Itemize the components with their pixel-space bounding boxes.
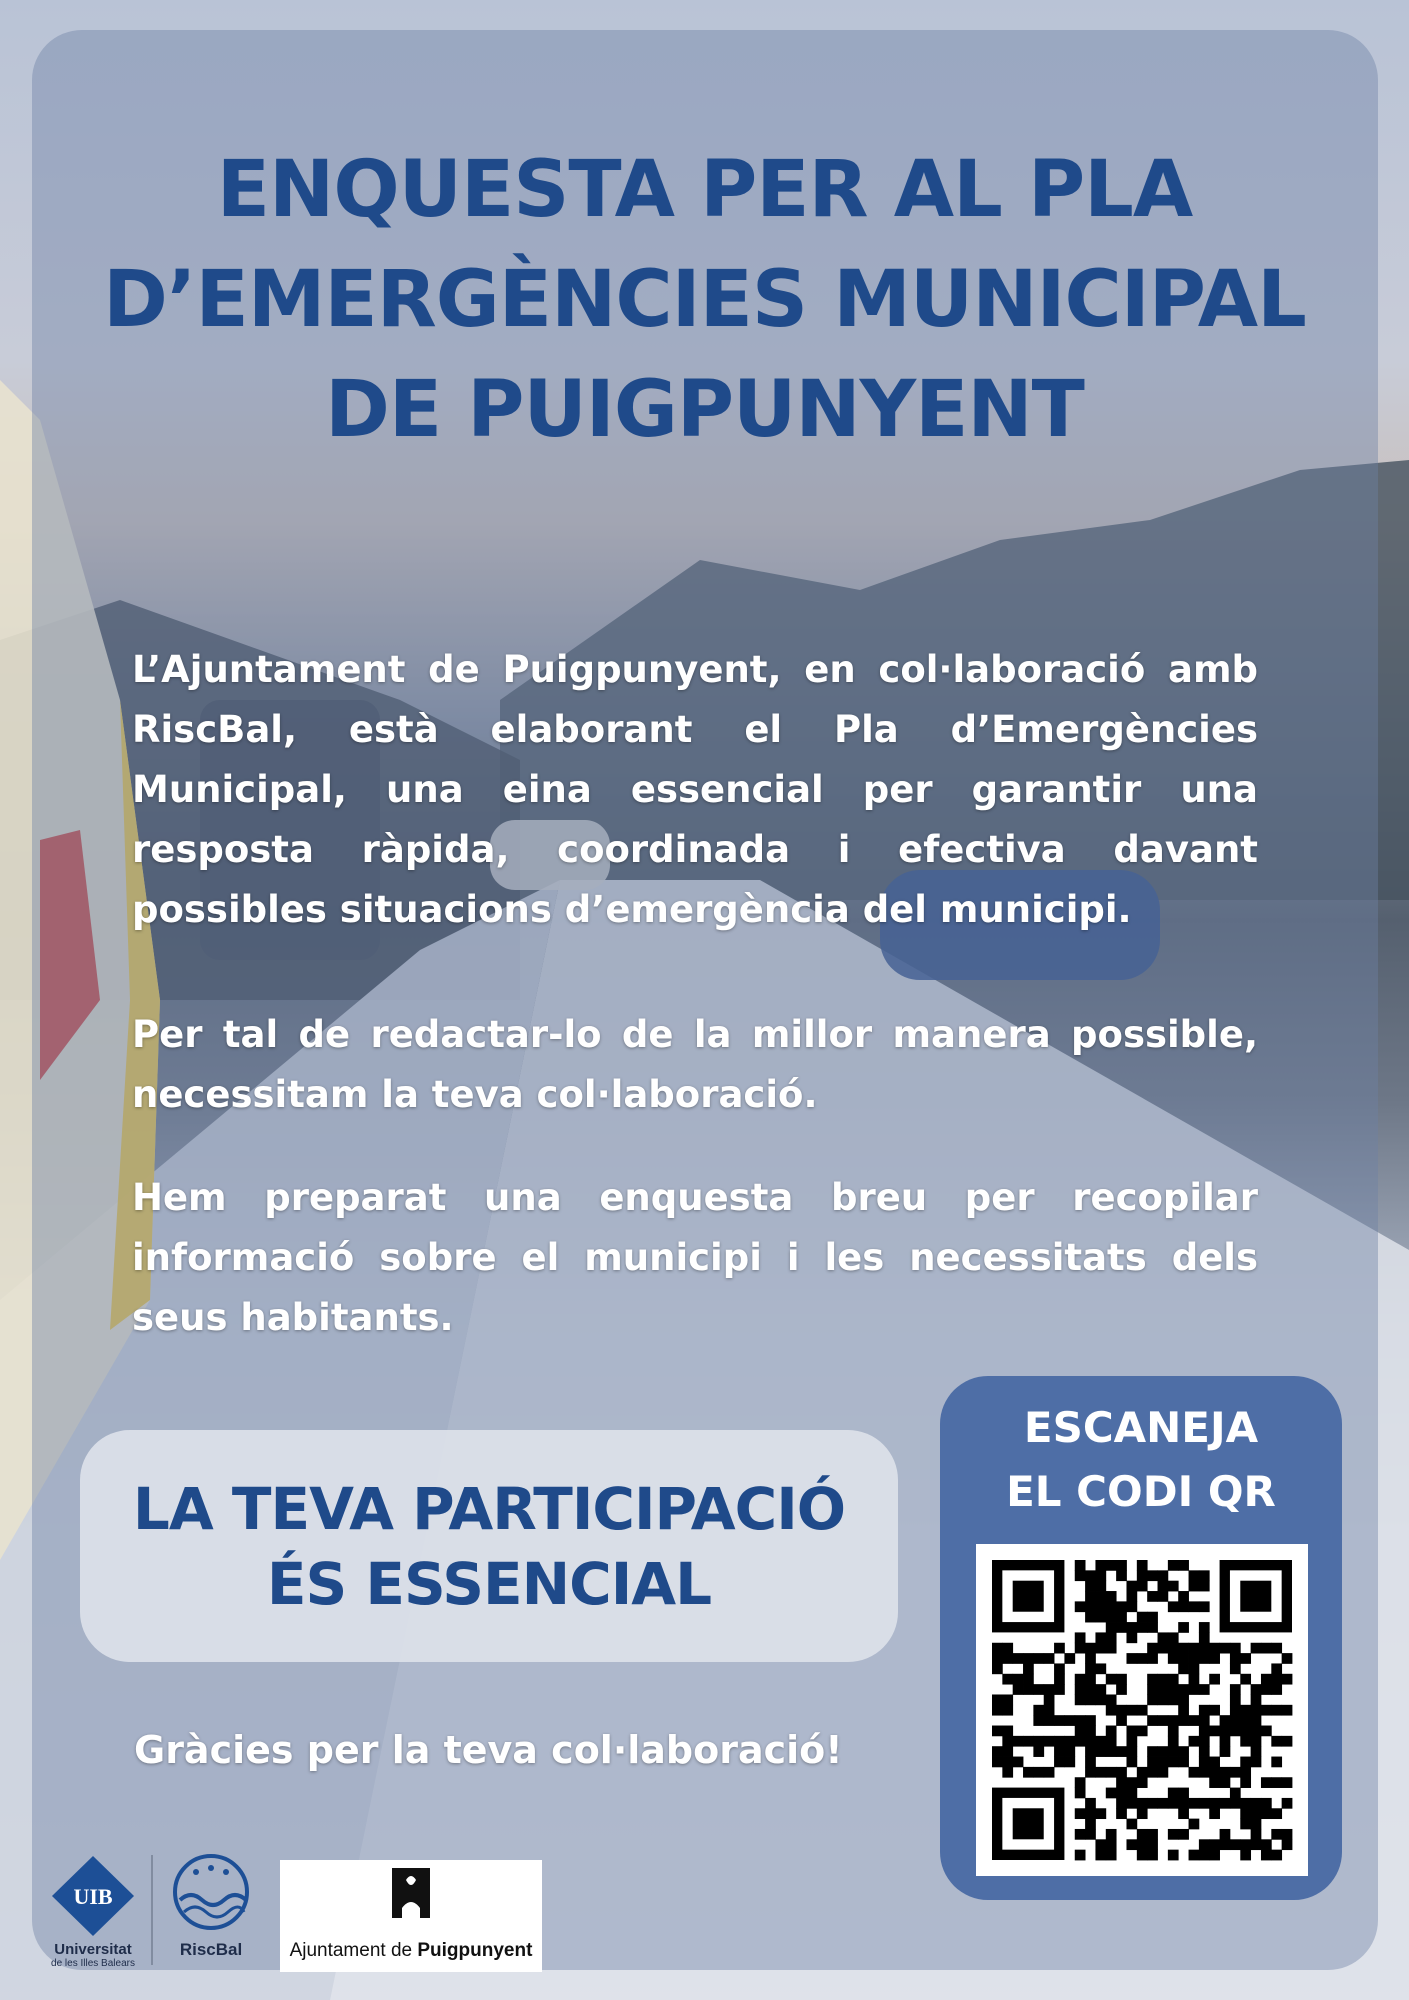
title-line-1: ENQUESTA PER AL PLA <box>216 145 1193 235</box>
logo-divider <box>151 1855 153 1965</box>
qr-section <box>940 1376 1342 1900</box>
callout-line-1: LA TEVA PARTICIPACIÓ <box>132 1475 846 1543</box>
uib-name: Universitat <box>54 1941 132 1958</box>
survey-paragraph: Hem preparat una enquesta breu per recopilar informació sobre el municipi i les necessitats dels seus habitants. <box>132 1176 1258 1339</box>
ajuntament-logo <box>280 1860 542 1972</box>
qr-caption-line-2: EL CODI QR <box>1006 1467 1276 1516</box>
logo-strip <box>38 1850 558 1980</box>
qr-caption-line-1: ESCANEJA <box>1023 1403 1259 1452</box>
ajuntament-town: Puigpunyent <box>417 1940 533 1961</box>
riscbal-name: RiscBal <box>179 1940 243 1959</box>
uib-mark-text: UIB <box>73 1884 113 1909</box>
thanks-text: Gràcies per la teva col·laboració! <box>134 1728 843 1772</box>
page-title <box>60 135 1349 465</box>
ajuntament-prefix: Ajuntament de <box>289 1940 418 1961</box>
title-line-2: D’EMERGÈNCIES MUNICIPAL <box>103 255 1306 345</box>
uib-logo <box>38 1850 148 1970</box>
qr-code[interactable] <box>976 1544 1308 1876</box>
title-line-3: DE PUIGPUNYENT <box>325 365 1084 455</box>
riscbal-logo <box>166 1850 256 1970</box>
uib-subtitle: de les Illes Balears <box>51 1958 135 1969</box>
request-paragraph: Per tal de redactar-lo de la millor manera possible, necessitam la teva col·laboració. <box>132 1013 1258 1116</box>
callout-line-2: ÉS ESSENCIAL <box>266 1550 712 1618</box>
participation-callout <box>80 1430 898 1662</box>
intro-paragraph: L’Ajuntament de Puigpunyent, en col·laboració amb RiscBal, està elaborant el Pla d’Emergències Municipal, una eina essencial per garantir una resposta ràpida, coordinada i efectiva davant possibles situacions d’emergència del municipi. <box>132 648 1258 931</box>
